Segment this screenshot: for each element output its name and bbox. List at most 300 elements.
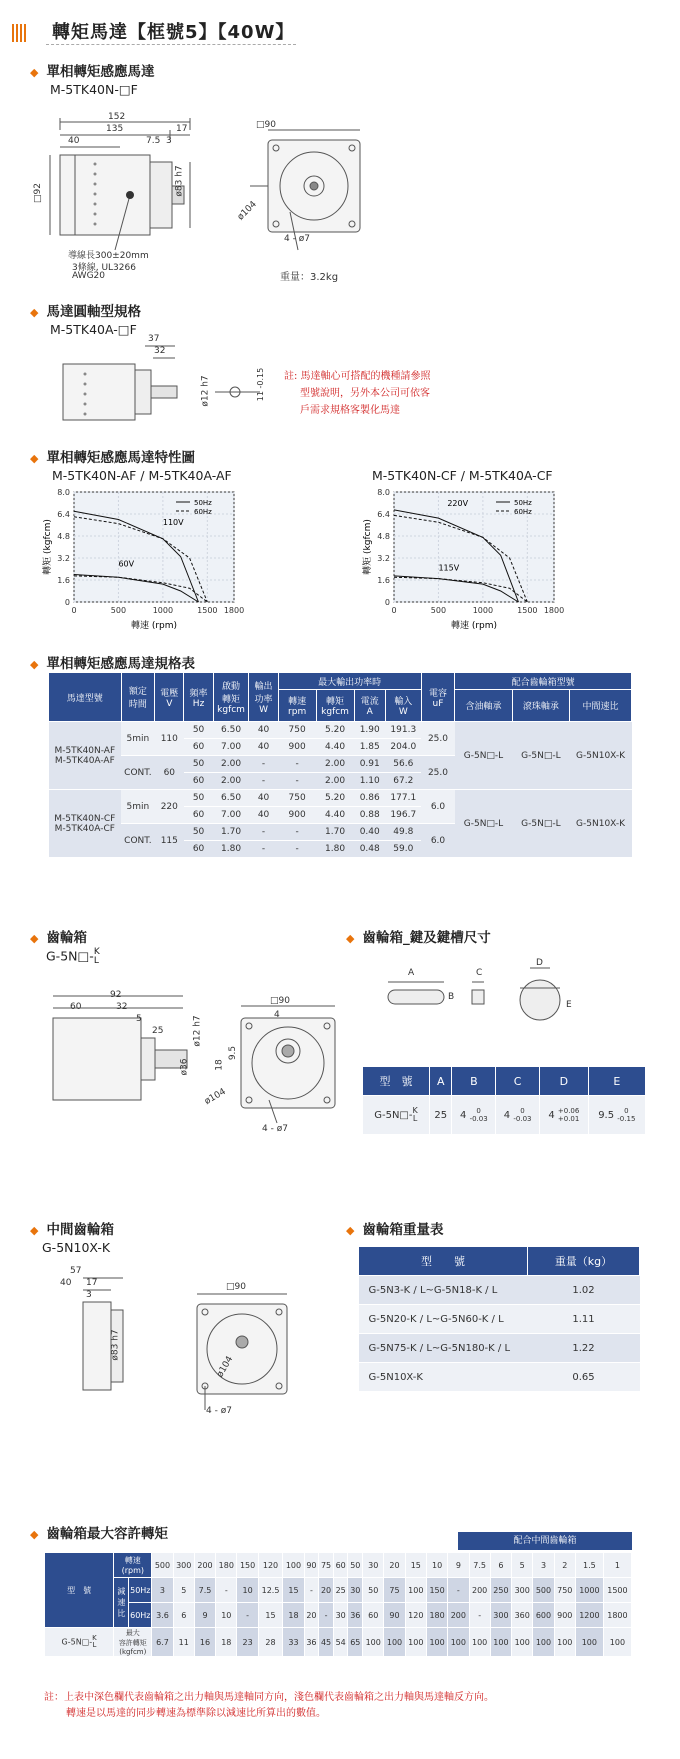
torque-cell: 100 [533,1628,554,1657]
torque-cell: 1000 [575,1578,603,1603]
section-motor-title: ◆ 單相轉矩感應馬達 [30,64,155,80]
section-weight-title: ◆ 齒輪箱重量表 [346,1222,444,1238]
torque-cell: 100 [363,1628,384,1657]
spec-h-rpm: 轉速 rpm [278,690,316,722]
spec-cell: 25.0 [421,756,455,790]
section-key-title: ◆ 齒輪箱_鍵及鍵槽尺寸 [346,930,491,946]
key-h-d: D [540,1067,589,1096]
torque-cell: 90 [384,1603,405,1628]
spec-cell: 1.80 [213,841,249,858]
key-h-c: C [496,1067,540,1096]
spec-cell: 4.40 [316,739,354,756]
torque-cell: 150 [237,1553,258,1578]
annotation-high-volt: 220V [447,498,469,508]
diamond-icon: ◆ [30,1528,39,1541]
header-bars-icon [12,24,32,42]
spec-row [49,790,632,807]
torque-cell: 100 [426,1628,447,1657]
spec-cell: 50 [184,824,213,841]
legend-60hz: 60Hz [514,508,532,516]
torque-cell: 120 [258,1553,283,1578]
spec-cell: 49.8 [385,824,421,841]
key-h-e: E [588,1067,645,1096]
torque-cell: 45 [319,1628,334,1657]
spec-cell: 1.70 [316,824,354,841]
mid-dim-phi83: ø83 h7 [110,1329,121,1361]
weight-value: 1.22 [528,1334,640,1363]
torque-cell: 9 [194,1603,215,1628]
gearbox-model: G-5N□- K L [46,947,100,966]
round-shaft-drawing [55,340,285,430]
x-tick-label: 1500 [517,606,538,615]
torque-cell: 300 [173,1553,194,1578]
spec-cell: - [278,773,316,790]
torque-cell: 20 [384,1553,405,1578]
weight-model: G-5N3-K / L~G-5N18-K / L [359,1276,528,1305]
torque-cell: 65 [348,1628,363,1657]
torque-cell: 200 [448,1603,469,1628]
annotation-high-volt: 110V [162,518,184,527]
torque-cell: 100 [469,1628,490,1657]
spec-cell: 177.1 [385,790,421,807]
y-tick-label: 8.0 [57,488,70,497]
spec-h-cur: 電流 A [354,690,385,722]
lead-spec: 3條線, UL3266 [72,263,136,273]
torque-cell: 54 [333,1628,348,1657]
dim-3: 3 [166,136,172,146]
torque-cell: 2 [554,1553,575,1578]
torque-cell: 100 [384,1628,405,1657]
x-tick-label: 1000 [472,606,494,615]
diamond-icon: ◆ [346,932,355,945]
spec-cell: 1.85 [354,739,385,756]
footnote-1: 註：上表中深色欄代表齒輪箱之出力軸與馬達軸同方向，淺色欄代表齒輪箱之出力軸與馬達軸反方向。 [44,1692,494,1703]
dim-phi83: ø83 h7 [174,165,185,197]
dim-sq90: □90 [256,120,276,130]
spec-cell: 2.00 [316,773,354,790]
spec-cell: 60 [184,739,213,756]
torque-row [45,1603,632,1628]
torque-cell: 36 [304,1628,319,1657]
key-label-c: C [476,968,483,978]
dim-37: 37 [148,334,160,344]
torque-cell: 6 [173,1603,194,1628]
dim-40: 40 [68,136,80,146]
torque-cell: 50 [363,1578,384,1603]
spec-cell: 40 [249,807,278,824]
torque-cell: 3 [533,1553,554,1578]
torque-cell: 30 [363,1553,384,1578]
dim-7-5: 7.5 [146,136,161,146]
gb-dim-92: 92 [110,990,122,1000]
torque-cell: 100 [283,1553,304,1578]
spec-model-cell: M-5TK40N-AF M-5TK40A-AF [49,722,122,790]
y-axis-label: 轉矩 (kgfcm) [363,519,373,575]
spec-gear-cell: G-5N□-L [455,790,512,858]
diamond-icon: ◆ [30,306,39,319]
x-tick-label: 1800 [223,606,245,615]
torque-cell: 500 [533,1578,554,1603]
spec-cell: 115 [155,824,184,858]
torque-cell: - [448,1578,469,1603]
torque-cell: 28 [258,1628,283,1657]
round-note-2: 型號說明，另外本公司可依客 [300,388,430,399]
mid-dim-holes: 4 - ø7 [206,1406,232,1416]
torque-cell: 750 [554,1578,575,1603]
x-tick-label: 0 [71,606,77,615]
torque-cell: 15 [258,1603,283,1628]
torque-h-type: 型 號 [45,1553,114,1628]
weight-model: G-5N20-K / L~G-5N60-K / L [359,1305,528,1334]
dim-holes: 4 - ø7 [284,234,310,244]
torque-cell: 300 [490,1603,511,1628]
torque-cell: - [469,1603,490,1628]
weight-table [358,1246,640,1392]
torque-cell: 1500 [603,1578,631,1603]
annotation-low-volt: 115V [438,563,460,573]
weight-row [359,1305,640,1334]
y-tick-label: 4.8 [57,532,70,541]
spec-cell: 40 [249,790,278,807]
gb-dim-holes: 4 - ø7 [262,1124,288,1134]
weight-row [359,1363,640,1392]
torque-cell: 11 [173,1628,194,1657]
torque-cell: 7.5 [194,1578,215,1603]
spec-h-inp: 輸入 W [385,690,421,722]
spec-h-torque: 轉矩 kgfcm [316,690,354,722]
section-torque-title: ◆ 齒輪箱最大容許轉矩 [30,1526,168,1542]
torque-cell: - [319,1603,334,1628]
torque-cell: 3.6 [152,1603,173,1628]
torque-cell: 50 [348,1553,363,1578]
spec-cell: 2.00 [316,756,354,773]
key-h-type: 型 號 [363,1067,430,1096]
legend-50hz: 50Hz [514,499,532,507]
torque-cell: 300 [512,1578,533,1603]
diamond-icon: ◆ [30,658,39,671]
weight-h-weight: 重量（kg） [528,1247,640,1276]
torque-cell: 100 [490,1628,511,1657]
key-c-value: 4 0 -0.03 [496,1096,540,1135]
torque-cell: 200 [194,1553,215,1578]
torque-cell: 1200 [575,1603,603,1628]
round-note-3: 戶需求規格客製化馬達 [300,405,400,416]
spec-h-g3: 中間速比 [570,690,632,722]
torque-cell: 75 [319,1553,334,1578]
x-tick-label: 1800 [543,606,565,615]
gb-dim-9-5: 9.5 [228,1045,239,1061]
round-model: M-5TK40A-□F [50,322,137,337]
key-label-a: A [408,968,415,978]
gb-dim-phi12: ø12 h7 [192,1015,203,1047]
spec-cell: 2.00 [213,773,249,790]
torque-cell: 15 [405,1553,426,1578]
torque-cell: - [237,1603,258,1628]
torque-cell: 20 [319,1578,334,1603]
diamond-icon: ◆ [30,932,39,945]
torque-cell: 30 [348,1578,363,1603]
spec-cell: 191.3 [385,722,421,739]
spec-cell: - [278,756,316,773]
spec-cell: 25.0 [421,722,455,756]
footnote-2: 轉速是以馬達的同步轉速為標準除以減速比所算出的數值。 [66,1708,326,1719]
dim-tol: 11 -0.15 [256,367,266,402]
motor-model: M-5TK40N-□F [50,82,138,97]
key-a-value: 25 [430,1096,452,1135]
spec-cell: 900 [278,807,316,824]
torque-cell: 100 [575,1628,603,1657]
spec-cell: 5min [121,790,155,824]
section-round-title: ◆ 馬達圓軸型規格 [30,304,141,320]
spec-cell: 40 [249,722,278,739]
torque-cell: 18 [283,1603,304,1628]
torque-cell: 30 [333,1603,348,1628]
torque-cell: 7.5 [469,1553,490,1578]
torque-model: G-5N□- K L [45,1628,114,1657]
x-axis-label: 轉速 (rpm) [450,621,498,631]
legend-50hz: 50Hz [194,499,212,507]
chart-1 [40,486,270,646]
spec-cell: 5min [121,722,155,756]
spec-cell: - [249,824,278,841]
spec-cell: 900 [278,739,316,756]
spec-cell: 1.90 [354,722,385,739]
mid-dim-17: 17 [86,1278,98,1288]
torque-cell: - [216,1578,237,1603]
torque-cell: 9 [448,1553,469,1578]
torque-cell: 100 [405,1578,426,1603]
legend-60hz: 60Hz [194,508,212,516]
spec-gear-cell: G-5N□-L [512,790,569,858]
torque-cell: 3 [152,1578,173,1603]
spec-gear-cell: G-5N10X-K [570,790,632,858]
spec-cell: 1.10 [354,773,385,790]
y-tick-label: 6.4 [377,510,390,519]
torque-cell: 250 [490,1578,511,1603]
page-title: 轉矩馬達【框號5】【40W】 [52,22,295,43]
y-tick-label: 0 [64,598,70,607]
chart-2 [360,486,590,646]
gb-dim-32: 32 [116,1002,128,1012]
torque-cell: 20 [304,1603,319,1628]
spec-gear-cell: G-5N□-L [512,722,569,790]
key-e-value: 9.5 0 -0.15 [588,1096,645,1135]
mid-model: G-5N10X-K [42,1240,111,1255]
mid-dim-phi104: ø104 [215,1354,236,1380]
weight-row [359,1334,640,1363]
torque-cell: 600 [533,1603,554,1628]
torque-cell: 6.7 [152,1628,173,1657]
y-tick-label: 8.0 [377,488,390,497]
spec-cell: 2.00 [213,756,249,773]
spec-cell: CONT. [121,824,155,858]
diamond-icon: ◆ [346,1224,355,1237]
spec-cell: - [249,756,278,773]
spec-cell: - [249,773,278,790]
torque-cell: 10 [426,1553,447,1578]
torque-cell: 90 [304,1553,319,1578]
dim-152: 152 [108,112,126,122]
key-label-d: D [536,958,543,968]
spec-cell: 6.50 [213,722,249,739]
spec-h-cap: 電容 uF [421,673,455,722]
weight-model: G-5N10X-K [359,1363,528,1392]
torque-cell: 900 [554,1603,575,1628]
y-axis-label: 轉矩 (kgfcm) [43,519,53,575]
weight-value: 0.65 [528,1363,640,1392]
gb-dim-25: 25 [152,1026,164,1036]
chart1-title: M-5TK40N-AF / M-5TK40A-AF [52,468,232,483]
spec-h-g2: 滾珠軸承 [512,690,569,722]
spec-h-freq: 頻率 Hz [184,673,213,722]
gearbox-drawing [45,988,345,1138]
torque-cell: - [304,1578,319,1603]
x-tick-label: 500 [430,606,447,615]
key-h-b: B [452,1067,496,1096]
key-label-b: B [448,992,455,1002]
spec-h-out: 輸出 功率 W [249,673,278,722]
torque-cell: 10 [216,1603,237,1628]
spec-cell: 56.6 [385,756,421,773]
section-mid-title: ◆ 中間齒輪箱 [30,1222,114,1238]
spec-cell: 220 [155,790,184,824]
y-tick-label: 3.2 [57,554,70,563]
spec-cell: 50 [184,756,213,773]
torque-row [45,1578,632,1603]
torque-row [45,1553,632,1578]
spec-cell: 196.7 [385,807,421,824]
torque-cell: 1.5 [575,1553,603,1578]
x-tick-label: 0 [391,606,397,615]
spec-cell: 110 [155,722,184,756]
spec-cell: 4.40 [316,807,354,824]
torque-cell: 500 [152,1553,173,1578]
spec-h-start: 啟動 轉矩 kgfcm [213,673,249,722]
spec-h-maxout: 最大輸出功率時 [278,673,421,690]
spec-h-rated: 額定 時間 [121,673,155,722]
torque-cell: 16 [194,1628,215,1657]
y-tick-label: 4.8 [377,532,390,541]
torque-cell: 10 [237,1578,258,1603]
torque-h-50: 50Hz [129,1578,152,1603]
torque-cell: 75 [384,1578,405,1603]
spec-h-g1: 含油軸承 [455,690,512,722]
spec-cell: 0.40 [354,824,385,841]
round-note-1: 註: 馬達軸心可搭配的機種請參照 [284,371,431,382]
spec-cell: 6.50 [213,790,249,807]
torque-cell: 5 [173,1578,194,1603]
x-axis-label: 轉速 (rpm) [130,621,178,631]
diamond-icon: ◆ [30,452,39,465]
torque-cell: 100 [554,1628,575,1657]
weight-value: 1.11 [528,1305,640,1334]
torque-h-60: 60Hz [129,1603,152,1628]
key-b-value: 4 0 -0.03 [452,1096,496,1135]
torque-cell: 180 [426,1603,447,1628]
annotation-low-volt: 60V [118,559,135,569]
torque-cell: 5 [512,1553,533,1578]
weight-h-model: 型 號 [359,1247,528,1276]
spec-cell: 1.70 [213,824,249,841]
spec-cell: 67.2 [385,773,421,790]
spec-cell: 0.48 [354,841,385,858]
spec-cell: 50 [184,790,213,807]
torque-h-speed: 轉速 (rpm) [114,1553,152,1578]
dim-17: 17 [176,124,188,134]
spec-cell: 6.0 [421,824,455,858]
torque-cell: 150 [426,1578,447,1603]
weight-value: 1.02 [528,1276,640,1305]
dim-phi104: ø104 [235,199,259,223]
chart2-title: M-5TK40N-CF / M-5TK40A-CF [372,468,553,483]
gb-dim-4: 4 [274,1010,280,1020]
spec-cell: 0.86 [354,790,385,807]
spec-cell: - [278,841,316,858]
key-d-value: 4 +0.06 +0.01 [540,1096,589,1135]
spec-cell: 0.91 [354,756,385,773]
diamond-icon: ◆ [30,1224,39,1237]
torque-cell: 6 [490,1553,511,1578]
torque-h-max: 最大 容許轉矩 (kgfcm) [114,1628,152,1657]
torque-cell: 60 [363,1603,384,1628]
dim-135: 135 [106,124,124,134]
spec-cell: 60 [155,756,184,790]
torque-cell: 100 [603,1628,631,1657]
torque-cell: 100 [448,1628,469,1657]
title-divider [46,44,296,45]
torque-cell: 18 [216,1628,237,1657]
key-model: G-5N□- K L [363,1096,430,1135]
torque-cell: 1800 [603,1603,631,1628]
torque-cell: 1 [603,1553,631,1578]
gb-dim-phi36: ø36 [179,1058,190,1076]
dim-32: 32 [154,346,166,356]
spec-gear-cell: G-5N□-L [455,722,512,790]
torque-cell: 60 [333,1553,348,1578]
spec-cell: 50 [184,722,213,739]
torque-cell: 23 [237,1628,258,1657]
spec-cell: 59.0 [385,841,421,858]
spec-cell: 5.20 [316,790,354,807]
spec-cell: CONT. [121,756,155,790]
spec-cell: 40 [249,739,278,756]
diamond-icon: ◆ [30,66,39,79]
key-table [362,1066,646,1135]
spec-cell: 1.80 [316,841,354,858]
spec-cell: 204.0 [385,739,421,756]
spec-cell: 6.0 [421,790,455,824]
torque-cell: 12.5 [258,1578,283,1603]
mid-dim-40: 40 [60,1278,72,1288]
torque-row [45,1628,632,1657]
spec-cell: 0.88 [354,807,385,824]
torque-cell: 180 [216,1553,237,1578]
mid-dim-sq90: □90 [226,1282,246,1292]
torque-mid-header: 配合中間齒輪箱 [458,1532,632,1550]
section-spec-title: ◆ 單相轉矩感應馬達規格表 [30,656,195,672]
dim-sq92: □92 [32,183,43,203]
gb-dim-18: 18 [214,1059,225,1071]
spec-h-volt: 電壓 V [155,673,184,722]
torque-cell: 100 [512,1628,533,1657]
spec-cell: - [278,824,316,841]
torque-table [44,1552,632,1657]
torque-cell: 360 [512,1603,533,1628]
torque-cell: 15 [283,1578,304,1603]
y-tick-label: 3.2 [377,554,390,563]
x-tick-label: 1000 [152,606,174,615]
torque-cell: 36 [348,1603,363,1628]
